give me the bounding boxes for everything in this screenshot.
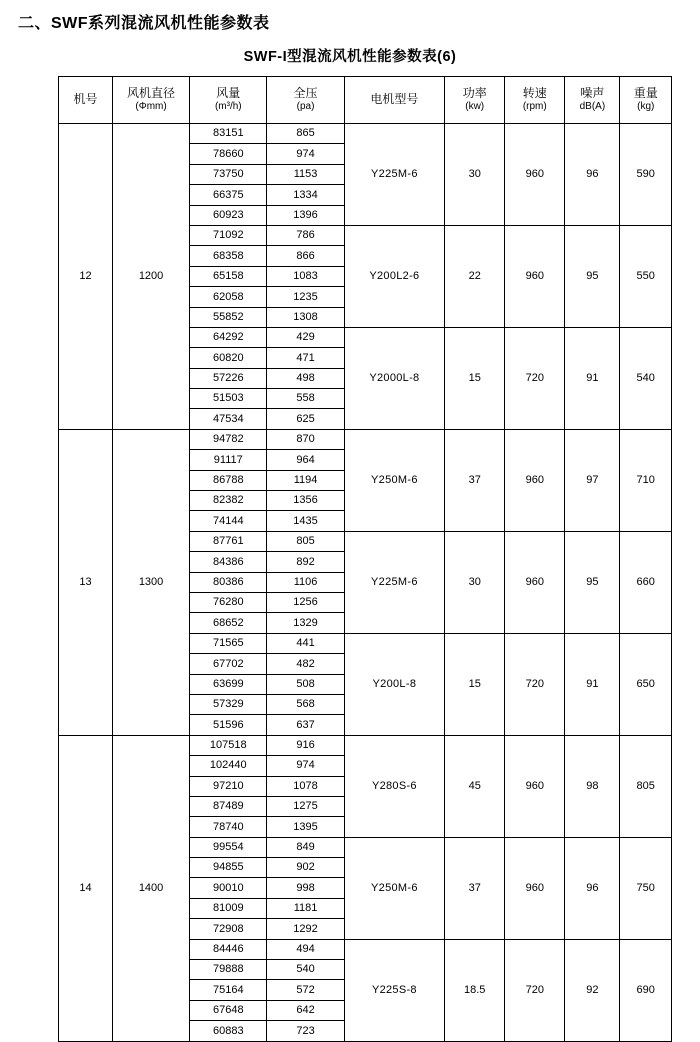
- cell-total-pressure: 1235: [267, 287, 344, 307]
- column-header: [112, 77, 189, 124]
- cell-air-flow: 107518: [190, 735, 267, 755]
- cell-air-flow: 87761: [190, 531, 267, 551]
- cell-total-pressure: 1275: [267, 796, 344, 816]
- cell-total-pressure: 723: [267, 1021, 344, 1041]
- column-header: [190, 77, 267, 124]
- cell-air-flow: 82382: [190, 491, 267, 511]
- cell-air-flow: 75164: [190, 980, 267, 1000]
- cell-total-pressure: 1181: [267, 898, 344, 918]
- cell-noise: 96: [565, 124, 620, 226]
- table-row: [59, 429, 672, 449]
- cell-speed: 960: [505, 735, 565, 837]
- cell-air-flow: 86788: [190, 470, 267, 490]
- cell-air-flow: 78660: [190, 144, 267, 164]
- table-header-row: [59, 77, 672, 124]
- cell-total-pressure: 637: [267, 715, 344, 735]
- cell-air-flow: 83151: [190, 124, 267, 144]
- column-header-main: 机号: [73, 92, 98, 107]
- column-header: [505, 77, 565, 124]
- cell-total-pressure: 1396: [267, 205, 344, 225]
- cell-air-flow: 66375: [190, 185, 267, 205]
- cell-total-pressure: 1292: [267, 919, 344, 939]
- cell-air-flow: 57329: [190, 694, 267, 714]
- cell-air-flow: 51596: [190, 715, 267, 735]
- column-header-sub: (kw): [465, 101, 485, 113]
- cell-speed: 960: [505, 837, 565, 939]
- cell-air-flow: 60923: [190, 205, 267, 225]
- cell-total-pressure: 482: [267, 654, 344, 674]
- cell-air-flow: 65158: [190, 266, 267, 286]
- cell-air-flow: 97210: [190, 776, 267, 796]
- cell-model-number: 13: [59, 429, 113, 735]
- cell-speed: 720: [505, 633, 565, 735]
- cell-weight: 750: [620, 837, 672, 939]
- cell-air-flow: 74144: [190, 511, 267, 531]
- cell-total-pressure: 1308: [267, 307, 344, 327]
- cell-total-pressure: 498: [267, 368, 344, 388]
- cell-power: 37: [445, 837, 505, 939]
- cell-motor-model: Y200L-8: [344, 633, 445, 735]
- cell-total-pressure: 558: [267, 389, 344, 409]
- column-header-main: 噪声: [580, 86, 605, 101]
- column-header-sub: dB(A): [579, 101, 606, 113]
- cell-air-flow: 102440: [190, 756, 267, 776]
- cell-motor-model: Y225M-6: [344, 531, 445, 633]
- cell-total-pressure: 1356: [267, 491, 344, 511]
- cell-total-pressure: 1395: [267, 817, 344, 837]
- cell-noise: 97: [565, 429, 620, 531]
- section-heading: 二、SWF系列混流风机性能参数表: [18, 15, 270, 32]
- cell-air-flow: 51503: [190, 389, 267, 409]
- cell-air-flow: 76280: [190, 592, 267, 612]
- column-header: [620, 77, 672, 124]
- cell-total-pressure: 508: [267, 674, 344, 694]
- cell-total-pressure: 1153: [267, 164, 344, 184]
- cell-speed: 960: [505, 531, 565, 633]
- spec-table-container: [58, 76, 672, 1042]
- cell-air-flow: 64292: [190, 327, 267, 347]
- column-header-sub: (rpm): [522, 101, 547, 113]
- cell-weight: 650: [620, 633, 672, 735]
- cell-total-pressure: 429: [267, 327, 344, 347]
- cell-total-pressure: 1194: [267, 470, 344, 490]
- column-header: [445, 77, 505, 124]
- cell-total-pressure: 1106: [267, 572, 344, 592]
- cell-air-flow: 79888: [190, 960, 267, 980]
- cell-noise: 95: [565, 225, 620, 327]
- cell-total-pressure: 642: [267, 1000, 344, 1020]
- cell-power: 22: [445, 225, 505, 327]
- cell-speed: 960: [505, 124, 565, 226]
- column-header: [267, 77, 344, 124]
- cell-total-pressure: 998: [267, 878, 344, 898]
- cell-air-flow: 60883: [190, 1021, 267, 1041]
- cell-power: 15: [445, 633, 505, 735]
- cell-speed: 720: [505, 327, 565, 429]
- cell-power: 30: [445, 531, 505, 633]
- cell-total-pressure: 974: [267, 144, 344, 164]
- cell-air-flow: 72908: [190, 919, 267, 939]
- cell-air-flow: 78740: [190, 817, 267, 837]
- cell-motor-model: Y2000L-8: [344, 327, 445, 429]
- table-row: [59, 735, 672, 755]
- cell-air-flow: 87489: [190, 796, 267, 816]
- cell-speed: 960: [505, 429, 565, 531]
- cell-model-number: 14: [59, 735, 113, 1041]
- page-title: SWF-I型混流风机性能参数表(6): [243, 49, 457, 65]
- cell-air-flow: 68358: [190, 246, 267, 266]
- column-header: [344, 77, 445, 124]
- cell-total-pressure: 892: [267, 552, 344, 572]
- cell-fan-diameter: 1400: [112, 735, 189, 1041]
- cell-air-flow: 63699: [190, 674, 267, 694]
- cell-total-pressure: 964: [267, 450, 344, 470]
- cell-air-flow: 67648: [190, 1000, 267, 1020]
- column-header: [59, 77, 113, 124]
- cell-motor-model: Y250M-6: [344, 837, 445, 939]
- cell-weight: 805: [620, 735, 672, 837]
- cell-total-pressure: 441: [267, 633, 344, 653]
- cell-total-pressure: 572: [267, 980, 344, 1000]
- cell-total-pressure: 1435: [267, 511, 344, 531]
- cell-speed: 960: [505, 225, 565, 327]
- cell-total-pressure: 540: [267, 960, 344, 980]
- cell-air-flow: 71565: [190, 633, 267, 653]
- cell-total-pressure: 849: [267, 837, 344, 857]
- cell-total-pressure: 786: [267, 225, 344, 245]
- cell-noise: 98: [565, 735, 620, 837]
- cell-motor-model: Y225M-6: [344, 124, 445, 226]
- table-body: [59, 124, 672, 1042]
- column-header-sub: (kg): [637, 101, 655, 113]
- cell-total-pressure: 1334: [267, 185, 344, 205]
- cell-total-pressure: 625: [267, 409, 344, 429]
- cell-air-flow: 71092: [190, 225, 267, 245]
- cell-air-flow: 67702: [190, 654, 267, 674]
- cell-noise: 95: [565, 531, 620, 633]
- cell-air-flow: 68652: [190, 613, 267, 633]
- cell-total-pressure: 1329: [267, 613, 344, 633]
- cell-total-pressure: 1083: [267, 266, 344, 286]
- cell-air-flow: 84446: [190, 939, 267, 959]
- cell-noise: 92: [565, 939, 620, 1041]
- column-header-main: 转速: [522, 86, 547, 101]
- cell-air-flow: 94782: [190, 429, 267, 449]
- cell-air-flow: 90010: [190, 878, 267, 898]
- column-header-main: 重量: [633, 86, 658, 101]
- cell-total-pressure: 974: [267, 756, 344, 776]
- cell-total-pressure: 866: [267, 246, 344, 266]
- cell-air-flow: 94855: [190, 858, 267, 878]
- column-header-sub: (m³/h): [214, 101, 242, 113]
- column-header-main: 电机型号: [370, 92, 419, 107]
- cell-air-flow: 91117: [190, 450, 267, 470]
- cell-air-flow: 73750: [190, 164, 267, 184]
- cell-weight: 550: [620, 225, 672, 327]
- column-header: [565, 77, 620, 124]
- cell-total-pressure: 805: [267, 531, 344, 551]
- cell-speed: 720: [505, 939, 565, 1041]
- cell-air-flow: 81009: [190, 898, 267, 918]
- cell-air-flow: 55852: [190, 307, 267, 327]
- cell-total-pressure: 865: [267, 124, 344, 144]
- table-row: [59, 124, 672, 144]
- cell-weight: 690: [620, 939, 672, 1041]
- column-header-main: 风机直径: [127, 86, 176, 101]
- cell-motor-model: Y200L2-6: [344, 225, 445, 327]
- cell-air-flow: 60820: [190, 348, 267, 368]
- cell-weight: 540: [620, 327, 672, 429]
- cell-total-pressure: 1256: [267, 592, 344, 612]
- cell-power: 18.5: [445, 939, 505, 1041]
- cell-model-number: 12: [59, 124, 113, 430]
- cell-total-pressure: 916: [267, 735, 344, 755]
- cell-total-pressure: 471: [267, 348, 344, 368]
- cell-weight: 710: [620, 429, 672, 531]
- cell-total-pressure: 494: [267, 939, 344, 959]
- cell-air-flow: 47534: [190, 409, 267, 429]
- cell-total-pressure: 1078: [267, 776, 344, 796]
- cell-air-flow: 99554: [190, 837, 267, 857]
- cell-fan-diameter: 1200: [112, 124, 189, 430]
- cell-motor-model: Y250M-6: [344, 429, 445, 531]
- column-header-sub: (Φmm): [135, 101, 167, 113]
- cell-noise: 91: [565, 327, 620, 429]
- cell-air-flow: 80386: [190, 572, 267, 592]
- cell-air-flow: 84386: [190, 552, 267, 572]
- cell-weight: 660: [620, 531, 672, 633]
- cell-total-pressure: 902: [267, 858, 344, 878]
- column-header-main: 全压: [293, 86, 318, 101]
- cell-motor-model: Y280S-6: [344, 735, 445, 837]
- cell-air-flow: 62058: [190, 287, 267, 307]
- table-header: [59, 77, 672, 124]
- cell-weight: 590: [620, 124, 672, 226]
- column-header-sub: (pa): [296, 101, 315, 113]
- cell-power: 45: [445, 735, 505, 837]
- cell-total-pressure: 568: [267, 694, 344, 714]
- cell-noise: 91: [565, 633, 620, 735]
- cell-total-pressure: 870: [267, 429, 344, 449]
- cell-power: 37: [445, 429, 505, 531]
- cell-power: 15: [445, 327, 505, 429]
- cell-motor-model: Y225S-8: [344, 939, 445, 1041]
- column-header-main: 功率: [462, 86, 487, 101]
- cell-noise: 96: [565, 837, 620, 939]
- cell-fan-diameter: 1300: [112, 429, 189, 735]
- cell-air-flow: 57226: [190, 368, 267, 388]
- cell-power: 30: [445, 124, 505, 226]
- column-header-main: 风量: [216, 86, 241, 101]
- fan-spec-table: [58, 76, 672, 1042]
